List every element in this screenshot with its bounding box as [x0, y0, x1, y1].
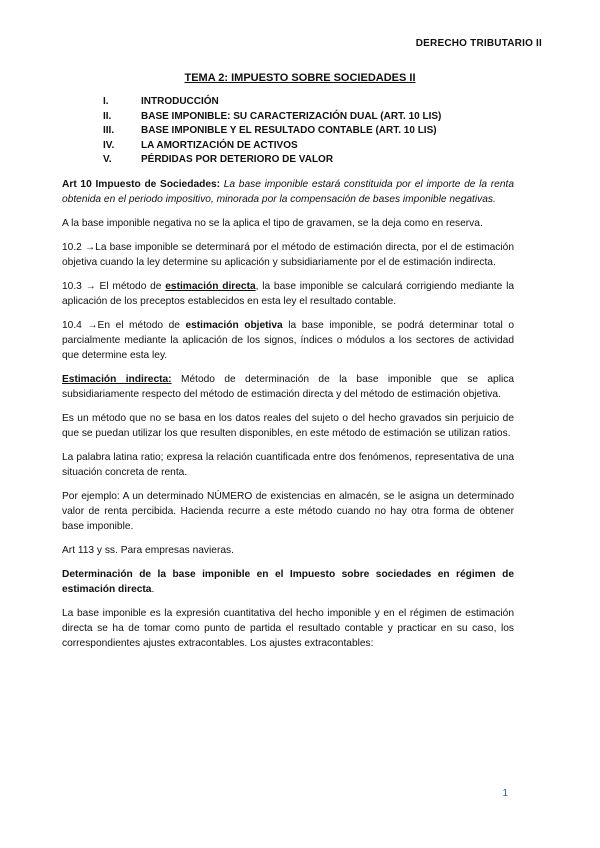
toc-label: BASE IMPONIBLE: SU CARACTERIZACIÓN DUAL (ART. 10 LIS)	[141, 110, 442, 122]
paragraph-ratios: Es un método que no se basa en los datos reales del sujeto o del hecho gravados sin perjuicio de que se puedan utilizar los que resulten disponibles, en este método de estimación se utilizan ratios.	[62, 413, 514, 439]
running-header: DERECHO TRIBUTARIO II	[415, 38, 542, 49]
toc-number: I.	[103, 96, 109, 107]
paragraph-ratio-definition: La palabra latina ratio; expresa la relación cuantificada entre dos fenómenos, representativa de una situación concreta de renta.	[62, 452, 514, 478]
term-estimacion-indirecta: Estimación indirecta:	[62, 374, 172, 385]
text-run: Método de determinación de la base imponible que se aplica subsidiariamente respecto del método de estimación directa y del método de estimación objetiva.	[62, 374, 514, 400]
toc-item	[103, 153, 503, 168]
paragraph-10-2: 10.2 →La base imponible se determinará por el método de estimación directa, por el de estimación objetiva cuando la ley determine su aplicación y subsidiariamente por el de estimación indirecta.	[62, 242, 514, 268]
paragraph-navieras: Art 113 y ss. Para empresas navieras.	[62, 545, 234, 556]
toc-item	[103, 124, 503, 139]
term-estimacion-directa: estimación directa	[165, 281, 256, 292]
page-title: TEMA 2: IMPUESTO SOBRE SOCIEDADES II	[184, 72, 416, 84]
toc-number: II.	[103, 110, 112, 122]
toc-number: IV.	[103, 139, 115, 151]
paragraph-10-3	[62, 279, 514, 309]
toc-label: LA AMORTIZACIÓN DE ACTIVOS	[141, 139, 298, 151]
page-number: 1	[502, 788, 508, 799]
table-of-contents	[103, 95, 503, 168]
toc-item	[103, 139, 503, 154]
section-heading-text: Determinación de la base imponible en el Impuesto sobre sociedades en régimen de estimación directa	[62, 569, 514, 595]
paragraph-estimacion-indirecta	[62, 372, 514, 402]
toc-label: PÉRDIDAS POR DETERIORO DE VALOR	[141, 154, 334, 166]
text-run: 10.3 → El método de	[62, 281, 166, 292]
toc-item	[103, 110, 503, 125]
text-run: , la base imponible se calculará corrigiendo mediante la aplicación de los preceptos establecidos en esta ley el resultado contable.	[62, 281, 514, 307]
art10-heading: Art 10 Impuesto de Sociedades:	[62, 179, 221, 190]
text-run: .	[151, 584, 155, 595]
paragraph-art10	[62, 177, 514, 207]
toc-label: BASE IMPONIBLE Y EL RESULTADO CONTABLE (ART. 10 LIS)	[141, 125, 437, 137]
paragraph-negative-base: A la base imponible negativa no se la aplica el tipo de gravamen, se la deja como en reserva.	[62, 218, 483, 229]
text-run: la base imponible, se podrá determinar total o parcialmente mediante la aplicación de los signos, índices o módulos a los sectores de actividad que determine esta ley.	[62, 320, 514, 361]
art10-definition: La base imponible estará constituida por el importe de la renta obtenida en el periodo impositivo, minorada por la compensación de bases imponible negativas.	[62, 179, 514, 205]
paragraph-ajustes: La base imponible es la expresión cuantitativa del hecho imponible y en el régimen de estimación directa se ha de tomar como punto de partida el resultado contable y practicar en su caso, los correspondientes ajustes extracontables. Los ajustes extracontables:	[62, 608, 514, 649]
paragraph-10-4	[62, 318, 514, 363]
section-heading-estimacion-directa	[62, 567, 514, 597]
text-run: 10.4 →En el método de	[62, 320, 186, 331]
toc-item	[103, 95, 503, 110]
term-estimacion-objetiva: estimación objetiva	[185, 320, 283, 331]
toc-label: INTRODUCCIÓN	[141, 96, 219, 107]
toc-number: V.	[103, 154, 112, 166]
toc-number: III.	[103, 125, 115, 137]
paragraph-example: Por ejemplo: A un determinado NÚMERO de existencias en almacén, se le asigna un determinado valor de renta percibida. Hacienda recurre a este método cuando no hay otra forma de obtener base imponible.	[62, 491, 514, 532]
body-text	[62, 177, 514, 660]
